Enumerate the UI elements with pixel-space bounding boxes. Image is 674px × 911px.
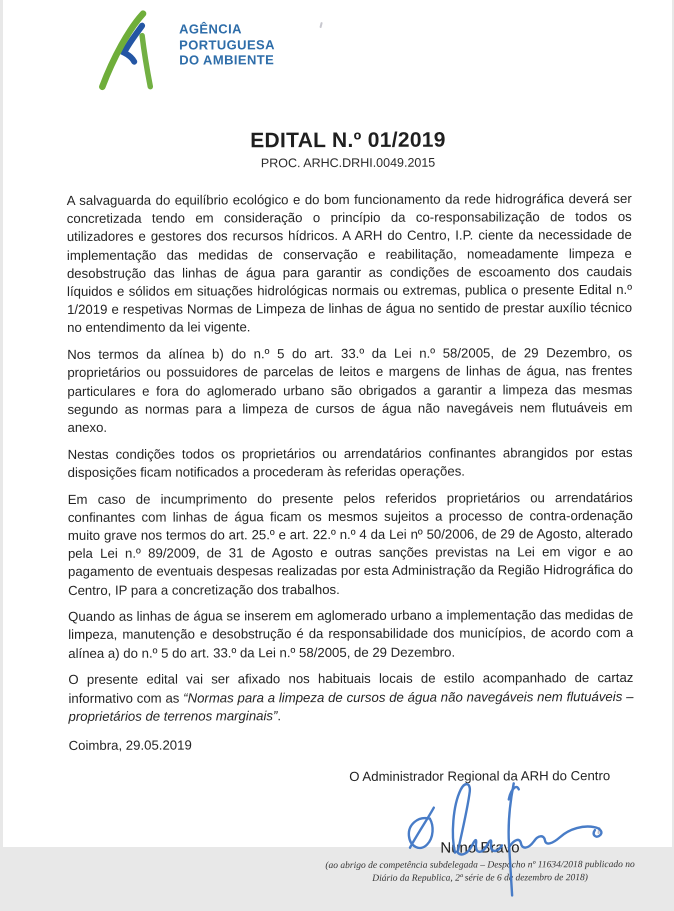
- logo-wordmark: [179, 21, 275, 68]
- signer-name: Nuno Bravo: [439, 839, 520, 857]
- logo-line-1: AGÊNCIA: [178, 21, 242, 37]
- dateline: Coimbra, 29.05.2019: [68, 737, 192, 753]
- title-block: [23, 128, 672, 171]
- paragraph-6: [68, 669, 633, 726]
- signer-role: O Administrador Regional da ARH do Centro: [348, 768, 610, 785]
- document-page: [3, 0, 672, 885]
- paragraph-2: Nos termos da alínea b) do n.º 5 do art. 33.º da Lei n.º 58/2005, de 29 Dezembro, os proprietários ou possuidores de parcelas de leitos e margens de linhas de água, nas frentes particulares e fora do aglomerado urbano são obrigados a garantir a limpeza das mesmas segundo as normas para a limpeza de cursos de água não navegáveis nem flutuáveis em anexo.: [66, 345, 632, 435]
- process-number: PROC. ARHC.DRHI.0049.2015: [260, 155, 435, 171]
- paragraph-6-suffix: .: [276, 707, 281, 723]
- paragraph-1: A salvaguarda do equilíbrio ecológico e do bom funcionamento da rede hidrográfica deverá ser concretizada tendo em consideração o princípio da co-responsabilização de todos os utilizadores e gestores dos recursos hídricos. A ARH do Centro, I.P. ciente da necessidade de implementação das medidas de conservação e reabilitação, nomeadamente limpeza e desobstrução das linhas de água para garantir as condições de escoamento dos caudais líquidos e sólidos em situações hidrológicas normais ou extremas, publica o presente Edital n.º 1/2019 e respetivas Normas de Limpeza de linhas de água no sentido de prestar auxílio técnico no entendimento da lei vigente.: [66, 190, 632, 336]
- scan-artifact: [319, 22, 322, 28]
- apa-logo-icon: [99, 13, 157, 90]
- paragraph-6-citation: “Normas para a limpeza de cursos de água não navegáveis nem flutuáveis – proprietários de terrenos marginais”: [67, 688, 633, 724]
- paragraph-6-prefix: O presente edital vai ser afixado nos habituais locais de estilo acompanhado de cartaz informativo com as: [67, 670, 633, 706]
- document-body: [66, 190, 634, 911]
- delegation-note: [310, 859, 650, 886]
- page-title: EDITAL N.º 01/2019: [249, 128, 446, 153]
- delegation-note-line-1: (ao abrigo de competência subdelegada – Despacho nº 11634/2018 publicado no: [324, 860, 635, 872]
- logo-line-2: PORTUGUESA: [178, 36, 275, 53]
- paragraph-3: Nestas condições todos os proprietários ou arrendatários confinantes abrangidos por estas disposições ficam notificados a procederam às referidas operações.: [67, 444, 633, 480]
- logo-line-3: DO AMBIENTE: [178, 52, 274, 68]
- paragraph-5: Quando as linhas de água se inserem em aglomerado urbano a implementação das medidas de limpeza, manutenção e desobstrução é da responsabilidade dos municípios, de acordo com a alínea a) do n.º 5 do art. 33.º da Lei n.º 58/2005, de 29 Dezembro.: [67, 607, 633, 661]
- paragraph-4: Em caso de incumprimento do presente pelos referidos proprietários ou arrendatários confinantes com linhas de água ficam os mesmos sujeitos a processo de contra-ordenação muito grave nos termos do art. 25.º e art. 22.º n.º 4 da Lei nº 50/2006, de 29 de Agosto, alterado pela Lei n.º 89/2009, de 31 de Agosto e outras sanções previstas na Lei em vigor e ao pagamento de eventuais despesas realizadas por esta Administração da Região Hidrográfica do Centro, IP para a concretização dos trabalhos.: [67, 489, 633, 598]
- delegation-note-line-2: Diário da Republica, 2ª série de 6 de dezembro de 2018): [371, 873, 588, 885]
- signature-block: [309, 767, 649, 910]
